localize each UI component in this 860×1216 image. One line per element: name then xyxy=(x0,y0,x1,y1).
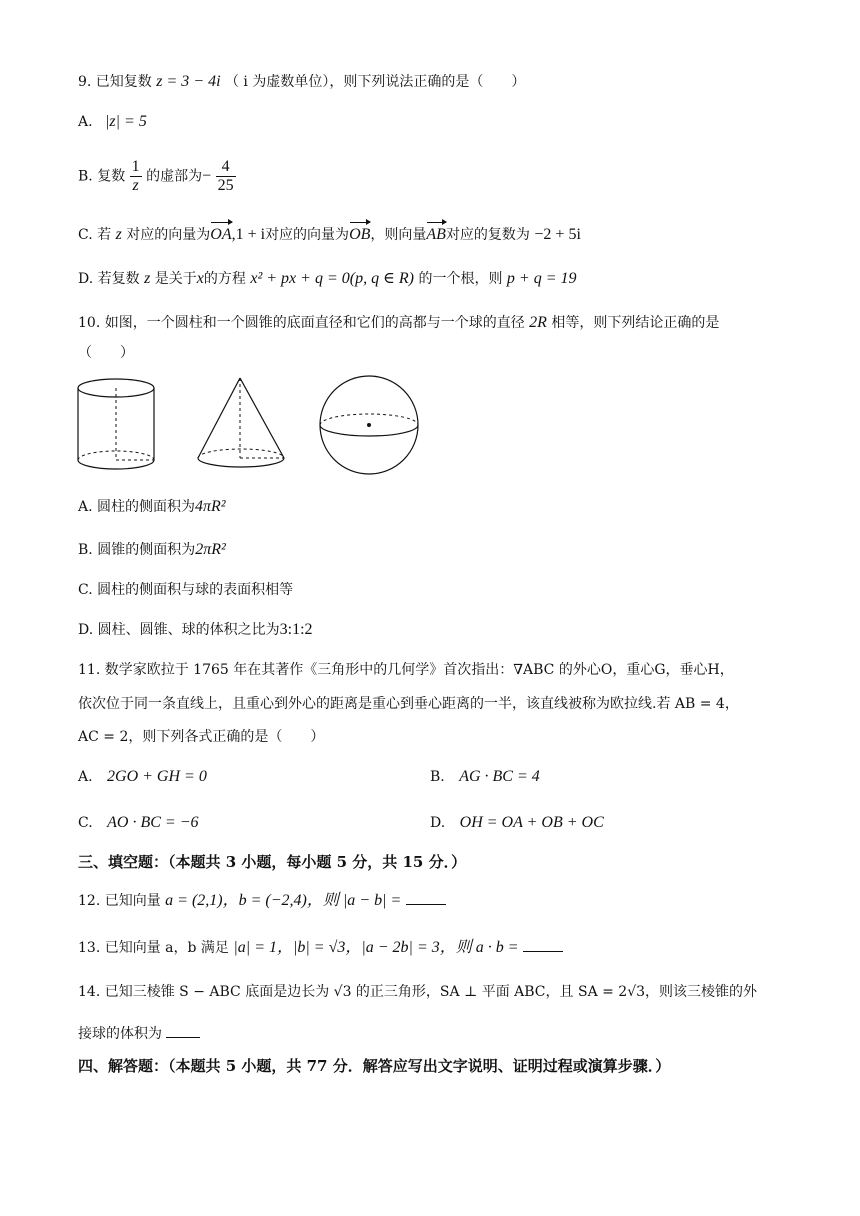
answer-blank xyxy=(406,890,446,905)
q9-option-b: B. 复数 $\frac{1}{z}$ 的虚部为− $\frac{4}{25}$ xyxy=(78,158,234,194)
q11-line1: 11. 数学家欧拉于 1765 年在其著作《三角形中的几何学》首次指出：∇ABC 的外心O，重心G，垂心H， xyxy=(78,662,734,678)
q10-option-a: A. 圆柱的侧面积为4πR² xyxy=(78,498,226,515)
answer-blank xyxy=(523,937,563,952)
q11-line2: 依次位于同一条直线上，且重心到外心的距离是重心到垂心距离的一半，该直线被称为欧拉线.若 AB = 4， xyxy=(78,696,739,712)
q11-option-a: A. 2GO + GH = 0 xyxy=(78,768,207,785)
q9-option-c: C. 若 z 对应的向量为OA,1 + i对应的向量为OB，则向量AB对应的复数为 −2 + 5i xyxy=(78,226,581,243)
q11-line3: AC = 2，则下列各式正确的是（ ） xyxy=(78,729,325,745)
q11-option-c: C. AO · BC = −6 xyxy=(78,814,199,831)
cylinder-figure xyxy=(74,376,162,476)
q13: 13. 已知向量 a，b 满足 |a| = 1，|b| = √3，|a − 2b| = 3，则 a · b = xyxy=(78,937,563,958)
q9-option-d: D. 若复数 z 是关于x的方程 x² + px + q = 0(p, q ∈ R) 的一个根，则 p + q = 19 xyxy=(78,270,577,287)
q9-option-a: A. |z| = 5 xyxy=(78,113,147,130)
q12: 12. 已知向量 a = (2,1)，b = (−2,4)，则 |a − b| = xyxy=(78,890,446,911)
fraction: $\frac{1}{z}$ xyxy=(131,158,140,194)
q14-line1: 14. 已知三棱锥 S − ABC 底面是边长为 √3 的正三角形，SA ⊥ 平面 ABC，且 SA = 2√3，则该三棱锥的外 xyxy=(78,984,758,1000)
q9-stem: 9. 已知复数 z = 3 − 4i （ i 为虚数单位），则下列说法正确的是（ ） xyxy=(78,73,526,90)
q11-option-d: D. OH = OA + OB + OC xyxy=(430,814,604,831)
q14-line2: 接球的体积为 xyxy=(78,1023,200,1044)
q10-stem: 10. 如图，一个圆柱和一个圆锥的底面直径和它们的高都与一个球的直径 2R 相等，则下列结论正确的是 xyxy=(78,314,720,331)
section-4-heading: 四、解答题：（本题共 5 小题，共 77 分．解答应写出文字说明、证明过程或演算步骤．） xyxy=(78,1057,671,1075)
section-3-heading: 三、填空题：（本题共 3 小题，每小题 5 分，共 15 分．） xyxy=(78,853,467,871)
sphere-figure xyxy=(316,374,426,478)
cone-figure xyxy=(192,374,292,476)
q10-option-c: C. 圆柱的侧面积与球的表面积相等 xyxy=(78,582,294,598)
q10-option-d: D. 圆柱、圆锥、球的体积之比为3:1:2 xyxy=(78,621,313,638)
answer-blank xyxy=(166,1023,200,1038)
q10-option-b: B. 圆锥的侧面积为2πR² xyxy=(78,541,226,558)
fraction: $\frac{4}{25}$ xyxy=(217,158,234,194)
q10-paren: （ ） xyxy=(78,345,134,361)
q11-option-b: B. AG · BC = 4 xyxy=(430,768,540,785)
